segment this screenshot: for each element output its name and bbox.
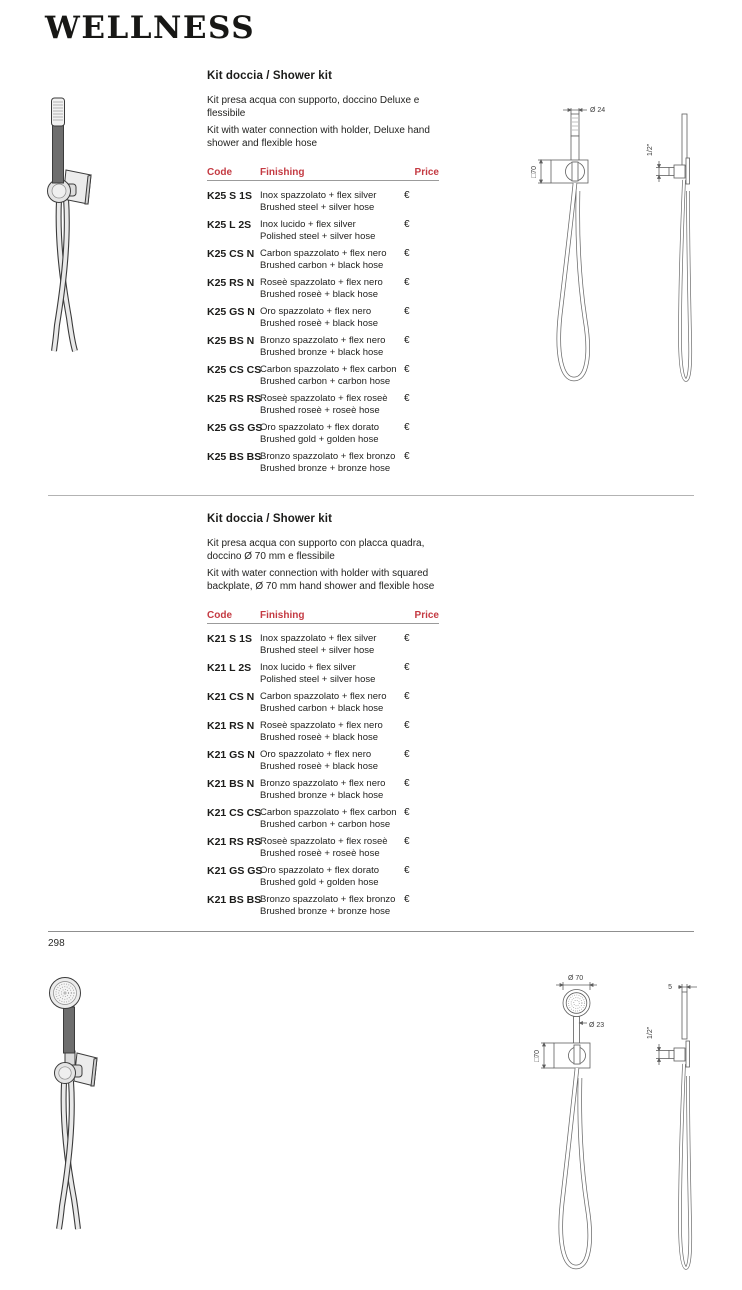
product-code: K25 CS CS xyxy=(207,364,262,376)
footer-divider xyxy=(48,931,694,932)
finishing-italian: Roseè spazzolato + flex nero xyxy=(260,720,383,731)
finishing-english: Brushed carbon + carbon hose xyxy=(260,818,391,830)
product-code: K25 RS N xyxy=(207,277,255,289)
price-cell: € xyxy=(404,662,410,673)
finishing-english: Brushed bronze + black hose xyxy=(260,346,384,358)
finishing-english: Brushed roseè + roseè hose xyxy=(260,404,380,416)
finishing-italian: Inox lucido + flex silver xyxy=(260,662,356,673)
finishing-cell xyxy=(260,190,406,213)
price-cell: € xyxy=(404,393,410,404)
product-code: K21 S 1S xyxy=(207,633,252,645)
finishing-english: Brushed roseè + black hose xyxy=(260,731,379,743)
product-code: K25 L 2S xyxy=(207,219,252,231)
product-code: K21 CS N xyxy=(207,691,255,703)
product-code: K25 BS BS xyxy=(207,451,262,463)
product-code: K21 GS GS xyxy=(207,865,263,877)
finishing-italian: Bronzo spazzolato + flex nero xyxy=(260,335,386,346)
finishing-cell xyxy=(260,306,406,329)
finishing-cell xyxy=(260,720,406,743)
finishing-english: Brushed carbon + black hose xyxy=(260,259,384,271)
finishing-italian: Roseè spazzolato + flex nero xyxy=(260,277,383,288)
section-heading: Kit doccia / Shower kit xyxy=(207,513,332,525)
description-english: Kit with water connection with holder, Deluxe hand shower and flexible hose xyxy=(207,125,430,149)
finishing-italian: Carbon spazzolato + flex nero xyxy=(260,248,387,259)
table-row xyxy=(207,248,439,271)
section-heading: Kit doccia / Shower kit xyxy=(207,70,332,82)
finishing-english: Brushed carbon + black hose xyxy=(260,702,384,714)
price-cell: € xyxy=(404,749,410,760)
finishing-english: Brushed bronze + bronze hose xyxy=(260,905,391,917)
pricing-table xyxy=(207,167,439,474)
finishing-italian: Inox lucido + flex silver xyxy=(260,219,356,230)
product-code: K21 BS BS xyxy=(207,894,262,906)
product-code: K21 RS N xyxy=(207,720,255,732)
finishing-english: Brushed roseè + black hose xyxy=(260,317,379,329)
finishing-cell xyxy=(260,778,406,801)
finishing-italian: Oro spazzolato + flex dorato xyxy=(260,865,380,876)
table-row xyxy=(207,335,439,358)
finishing-english: Brushed bronze + black hose xyxy=(260,789,384,801)
price-cell: € xyxy=(404,894,410,905)
product-illustration-round-shower xyxy=(38,969,130,1237)
table-rows xyxy=(207,633,439,917)
product-code: K21 CS CS xyxy=(207,807,262,819)
table-rows xyxy=(207,190,439,474)
finishing-italian: Bronzo spazzolato + flex nero xyxy=(260,778,386,789)
price-cell: € xyxy=(404,807,410,818)
table-row xyxy=(207,190,439,213)
price-cell: € xyxy=(404,836,410,847)
finishing-italian: Carbon spazzolato + flex nero xyxy=(260,691,387,702)
description-italian: Kit presa acqua con supporto con placca quadra, doccino Ø 70 mm e flessibile xyxy=(207,538,425,562)
page-title: WELLNESS xyxy=(45,10,256,46)
pricing-table xyxy=(207,610,439,917)
dim-label-head-diameter: Ø 70 xyxy=(568,975,584,982)
table-row xyxy=(207,633,439,656)
price-cell: € xyxy=(404,306,410,317)
product-code: K25 BS N xyxy=(207,335,255,347)
price-cell: € xyxy=(404,277,410,288)
page-number: 298 xyxy=(48,938,65,949)
table-row xyxy=(207,219,439,242)
finishing-italian: Oro spazzolato + flex dorato xyxy=(260,422,380,433)
table-row xyxy=(207,691,439,714)
table-row xyxy=(207,277,439,300)
column-header-price: Price xyxy=(414,610,439,621)
finishing-cell xyxy=(260,219,406,242)
finishing-english: Brushed gold + golden hose xyxy=(260,876,379,888)
product-illustration-pencil-shower xyxy=(38,92,130,354)
finishing-cell xyxy=(260,836,406,859)
dim-label-plate-size: □70 xyxy=(534,1049,541,1063)
table-row xyxy=(207,807,439,830)
table-row xyxy=(207,836,439,859)
table-row xyxy=(207,749,439,772)
table-row xyxy=(207,364,439,387)
price-cell: € xyxy=(404,720,410,731)
product-code: K21 GS N xyxy=(207,749,255,761)
product-code: K21 L 2S xyxy=(207,662,252,674)
dim-label-thread: 1/2" xyxy=(647,143,654,156)
finishing-italian: Roseè spazzolato + flex roseè xyxy=(260,836,388,847)
product-code: K21 RS RS xyxy=(207,836,262,848)
finishing-cell xyxy=(260,364,406,387)
column-header-price: Price xyxy=(414,167,439,178)
finishing-cell xyxy=(260,865,406,888)
finishing-english: Brushed roseè + black hose xyxy=(260,288,379,300)
price-cell: € xyxy=(404,190,410,201)
technical-drawing-k21 xyxy=(525,968,725,1290)
table-row xyxy=(207,662,439,685)
price-cell: € xyxy=(404,451,410,462)
finishing-italian: Carbon spazzolato + flex carbon xyxy=(260,364,397,375)
technical-drawing-k25 xyxy=(525,88,725,400)
finishing-cell xyxy=(260,633,406,656)
finishing-cell xyxy=(260,662,406,685)
description-english: Kit with water connection with holder with squared backplate, Ø 70 mm hand shower and flexible hose xyxy=(207,568,435,592)
price-cell: € xyxy=(404,248,410,259)
dim-label-thread: 1/2" xyxy=(647,1026,654,1039)
price-cell: € xyxy=(404,422,410,433)
finishing-italian: Bronzo spazzolato + flex bronzo xyxy=(260,894,396,905)
product-code: K25 RS RS xyxy=(207,393,262,405)
table-row xyxy=(207,306,439,329)
finishing-english: Polished steel + silver hose xyxy=(260,230,376,242)
product-code: K25 GS GS xyxy=(207,422,263,434)
product-code: K25 S 1S xyxy=(207,190,252,202)
dim-label-handle-diameter: Ø 23 xyxy=(589,1022,605,1029)
finishing-cell xyxy=(260,894,406,917)
dim-label-plate-size: □70 xyxy=(531,165,538,179)
product-code: K21 BS N xyxy=(207,778,255,790)
finishing-cell xyxy=(260,749,406,772)
finishing-cell xyxy=(260,248,406,271)
finishing-italian: Bronzo spazzolato + flex bronzo xyxy=(260,451,396,462)
finishing-italian: Oro spazzolato + flex nero xyxy=(260,749,372,760)
column-header-code: Code xyxy=(207,610,232,621)
price-cell: € xyxy=(404,335,410,346)
finishing-italian: Oro spazzolato + flex nero xyxy=(260,306,372,317)
table-row xyxy=(207,865,439,888)
finishing-cell xyxy=(260,691,406,714)
table-header xyxy=(207,167,439,181)
product-code: K25 GS N xyxy=(207,306,255,318)
price-cell: € xyxy=(404,219,410,230)
column-header-code: Code xyxy=(207,167,232,178)
column-header-finishing: Finishing xyxy=(260,610,305,621)
finishing-english: Brushed roseè + roseè hose xyxy=(260,847,380,859)
table-row xyxy=(207,720,439,743)
dim-label-head-diameter: Ø 24 xyxy=(590,107,606,114)
finishing-cell xyxy=(260,807,406,830)
finishing-english: Brushed steel + silver hose xyxy=(260,201,375,213)
dim-label-plate-thickness: 5 xyxy=(668,984,672,991)
finishing-english: Brushed gold + golden hose xyxy=(260,433,379,445)
finishing-english: Brushed steel + silver hose xyxy=(260,644,375,656)
section-shower-kit-k25 xyxy=(0,0,742,495)
price-cell: € xyxy=(404,364,410,375)
table-header xyxy=(207,610,439,624)
price-cell: € xyxy=(404,778,410,789)
product-code: K25 CS N xyxy=(207,248,255,260)
finishing-english: Brushed bronze + bronze hose xyxy=(260,462,391,474)
table-row xyxy=(207,393,439,416)
finishing-italian: Carbon spazzolato + flex carbon xyxy=(260,807,397,818)
finishing-english: Polished steel + silver hose xyxy=(260,673,376,685)
finishing-english: Brushed roseè + black hose xyxy=(260,760,379,772)
price-cell: € xyxy=(404,691,410,702)
description-italian: Kit presa acqua con supporto, doccino Deluxe e flessibile xyxy=(207,95,420,119)
finishing-italian: Roseè spazzolato + flex roseè xyxy=(260,393,388,404)
table-row xyxy=(207,422,439,445)
table-row xyxy=(207,894,439,917)
finishing-cell xyxy=(260,393,406,416)
table-row xyxy=(207,778,439,801)
finishing-cell xyxy=(260,335,406,358)
column-header-finishing: Finishing xyxy=(260,167,305,178)
price-cell: € xyxy=(404,865,410,876)
finishing-italian: Inox spazzolato + flex silver xyxy=(260,633,377,644)
finishing-cell xyxy=(260,422,406,445)
price-cell: € xyxy=(404,633,410,644)
finishing-english: Brushed carbon + carbon hose xyxy=(260,375,391,387)
finishing-cell xyxy=(260,277,406,300)
finishing-italian: Inox spazzolato + flex silver xyxy=(260,190,377,201)
